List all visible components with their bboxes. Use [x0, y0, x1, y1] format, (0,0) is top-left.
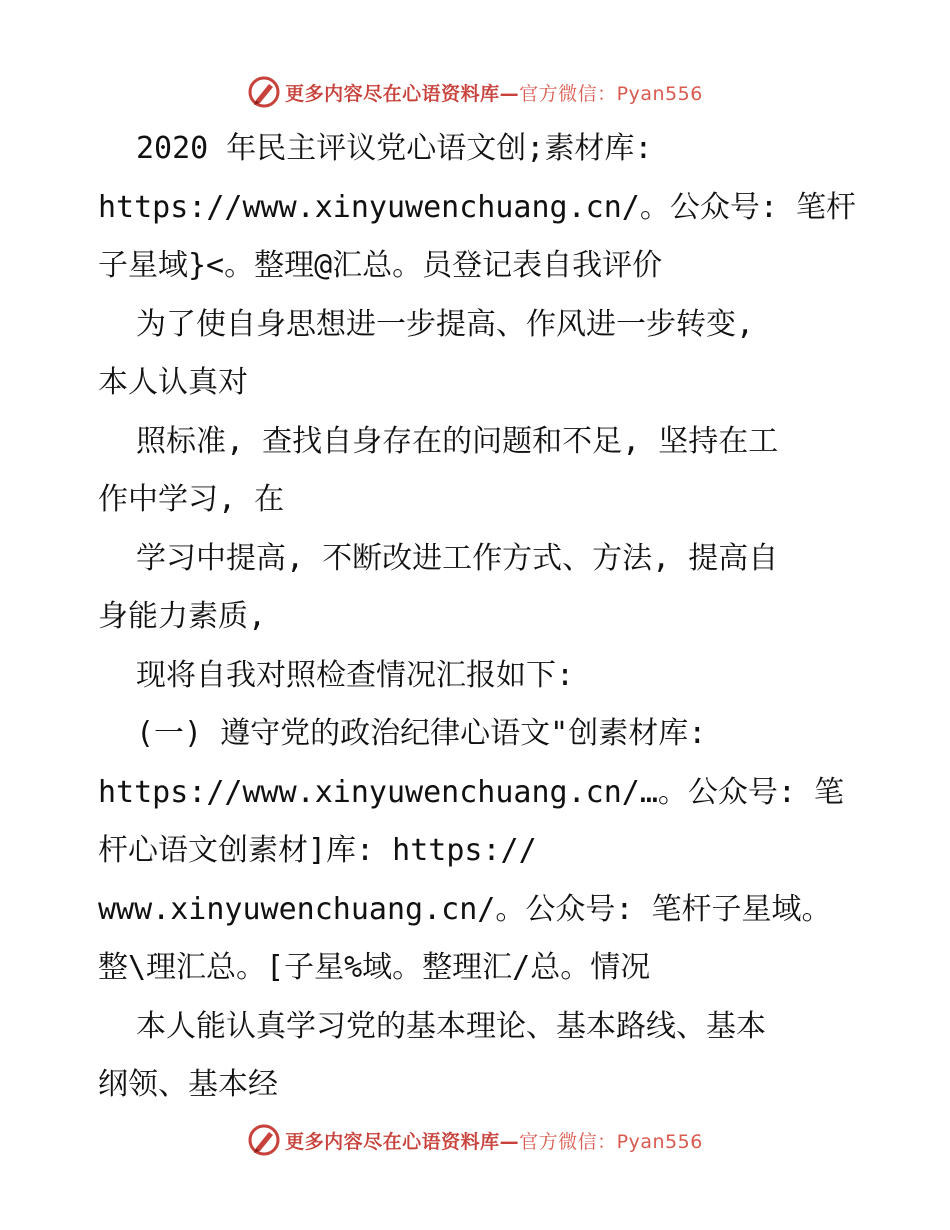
header-banner [0, 72, 950, 112]
body-line: 杆心语文创素材]库: https:// [98, 833, 537, 868]
body-line: 学习中提高, 不断改进工作方式、方法, 提高自 [136, 540, 779, 576]
body-line: 照标准, 查找自身存在的问题和不足, 坚持在工 [136, 423, 779, 459]
body-line: 作中学习, 在 [98, 482, 285, 517]
body-line: https://www.xinyuwenchuang.cn/。公众号: 笔杆 [98, 189, 856, 225]
body-line: 为了使自身思想进一步提高、作风进一步转变, [136, 306, 755, 342]
body-line: 现将自我对照检查情况汇报如下: [136, 657, 575, 693]
body-line: https://www.xinyuwenchuang.cn/…。公众号: 笔 [98, 774, 845, 810]
banner-text [285, 79, 703, 106]
banner-wechat: 官方微信：Pyan556 [519, 1130, 703, 1153]
body-line: www.xinyuwenchuang.cn/。公众号: 笔杆子星域。 [98, 891, 832, 927]
body-line: 本人能认真学习党的基本理论、基本路线、基本 [136, 1008, 766, 1044]
body-line: 身能力素质, [98, 599, 267, 634]
body-line: (一) 遵守党的政治纪律心语文"创素材库: [136, 716, 707, 751]
body-line: 整\理汇总。[子星%域。整理汇/总。情况 [98, 950, 651, 985]
banner-slogan: 更多内容尽在心语资料库— [285, 82, 520, 105]
pen-logo-icon [247, 75, 281, 109]
body-line: 子星域}<。整理@汇总。员登记表自我评价 [98, 248, 663, 283]
body-line: 2020 年民主评议党心语文创;素材库: [136, 131, 653, 166]
banner-text [285, 1127, 703, 1154]
document-body [98, 120, 858, 1115]
footer-banner [0, 1120, 950, 1160]
banner-slogan: 更多内容尽在心语资料库— [285, 1130, 520, 1153]
banner-wechat: 官方微信：Pyan556 [519, 82, 703, 105]
body-line: 纲领、基本经 [98, 1067, 278, 1102]
body-line: 本人认真对 [98, 365, 248, 400]
pen-logo-icon [247, 1123, 281, 1157]
